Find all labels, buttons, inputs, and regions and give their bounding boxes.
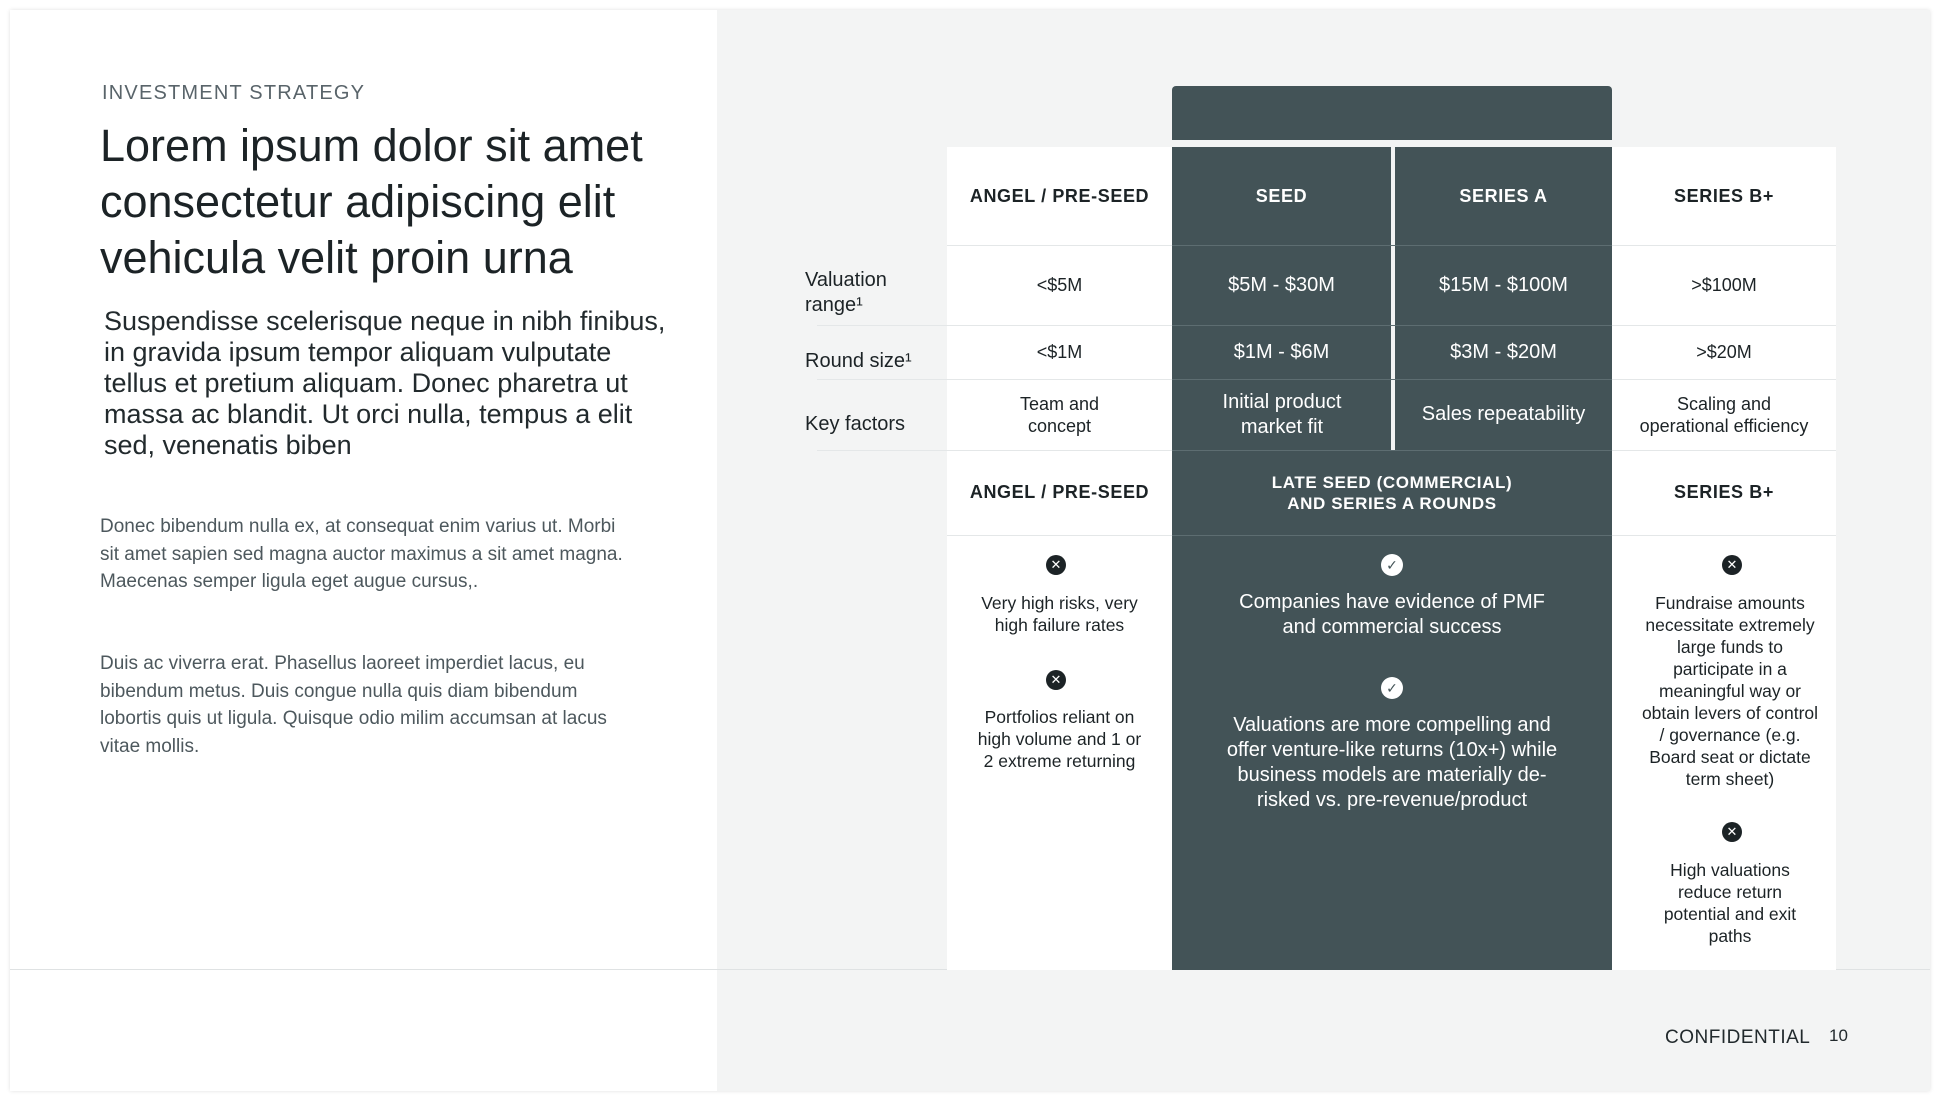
row-divider <box>1172 535 1612 536</box>
cell-factors-angel: Team and concept <box>1019 393 1100 436</box>
cell-valuation-series-a: $15M - $100M <box>1439 273 1568 296</box>
series-b-valuation-text: High valuations reduce return potential and exit paths <box>1663 860 1797 946</box>
lede-paragraph: Suspendisse scelerisque neque in nibh finibus, in gravida ipsum tempor aliquam vulputate tellus et pretium aliquam. Donec pharetra ut massa ac blandit. Ut orci nulla, tempus a elit sed, venenatis biben <box>104 306 666 460</box>
cell-factors-seed: Initial product market fit <box>1222 390 1342 438</box>
x-circle-icon: ✕ <box>1722 555 1742 575</box>
cell-round-series-a: $3M - $20M <box>1450 340 1557 363</box>
cell-factors-series-b: Scaling and operational efficiency <box>1639 393 1809 436</box>
angel-portfolio-text: Portfolios reliant on high volume and 1 or 2 extreme returning <box>977 707 1142 771</box>
cell-round-angel: <$1M <box>1036 342 1083 362</box>
row-divider <box>947 535 1172 536</box>
x-circle-icon: ✕ <box>1046 670 1066 690</box>
series-b-fundraise-text: Fundraise amounts necessitate extremely large funds to participate in a meaningful way or obtain levers of control / governance (e.g. Board seat or dictate term sheet) <box>1641 593 1819 789</box>
row-label-valuation: Valuation range¹ <box>805 269 887 316</box>
header-series-a: SERIES A <box>1459 185 1548 206</box>
angel-risk-text: Very high risks, very high failure rates <box>981 593 1138 635</box>
cell-round-series-b: >$20M <box>1696 342 1752 362</box>
header-seed: SEED <box>1255 185 1308 206</box>
cell-round-seed: $1M - $6M <box>1233 340 1330 363</box>
highlight-top-bar <box>1172 86 1612 140</box>
late-seed-valuation-text: Valuations are more compelling and offer venture-like returns (10x+) while business models are materially de-risked vs. pre-revenue/product <box>1226 714 1558 811</box>
late-seed-pmf-text: Companies have evidence of PMF and commercial success <box>1239 591 1545 638</box>
row-label-round-size: Round size¹ <box>805 350 912 372</box>
body-paragraph-2: Duis ac viverra erat. Phasellus laoreet imperdiet lacus, eu bibendum metus. Duis congue nulla quis diam bibendum lobortis quis ut ligula. Quisque odio milim accumsan at lacus vitae mollis. <box>100 653 607 757</box>
header-angel: ANGEL / PRE-SEED <box>969 185 1150 206</box>
section-eyebrow: INVESTMENT STRATEGY <box>102 82 366 104</box>
cell-valuation-angel: <$5M <box>1036 275 1083 295</box>
cell-valuation-series-b: >$100M <box>1691 275 1757 295</box>
body-paragraph-1: Donec bibendum nulla ex, at consequat enim varius ut. Morbi sit amet sapien sed magna auctor maximus a sit amet magna. Maecenas semper ligula eget augue cursus,. <box>100 516 623 592</box>
slide <box>10 10 1930 1091</box>
x-circle-icon: ✕ <box>1046 555 1066 575</box>
x-circle-icon: ✕ <box>1722 822 1742 842</box>
compare-header-angel: ANGEL / PRE-SEED <box>969 482 1150 502</box>
page-number: 10 <box>1829 1026 1848 1045</box>
check-circle-icon: ✓ <box>1381 677 1403 699</box>
confidential-label: CONFIDENTIAL <box>1665 1027 1811 1048</box>
check-circle-icon: ✓ <box>1381 554 1403 576</box>
slide-title: Lorem ipsum dolor sit amet consectetur adipiscing elit vehicula velit proin urna <box>100 120 643 283</box>
cell-factors-series-a: Sales repeatability <box>1421 403 1586 425</box>
compare-header-series-b: SERIES B+ <box>1674 482 1774 502</box>
row-divider <box>1612 535 1836 536</box>
compare-header-late-seed: LATE SEED (COMMERCIAL) AND SERIES A ROUNDS <box>1271 472 1513 513</box>
cell-valuation-seed: $5M - $30M <box>1228 273 1335 296</box>
header-series-b: SERIES B+ <box>1674 185 1774 206</box>
row-label-key-factors: Key factors <box>805 413 906 435</box>
